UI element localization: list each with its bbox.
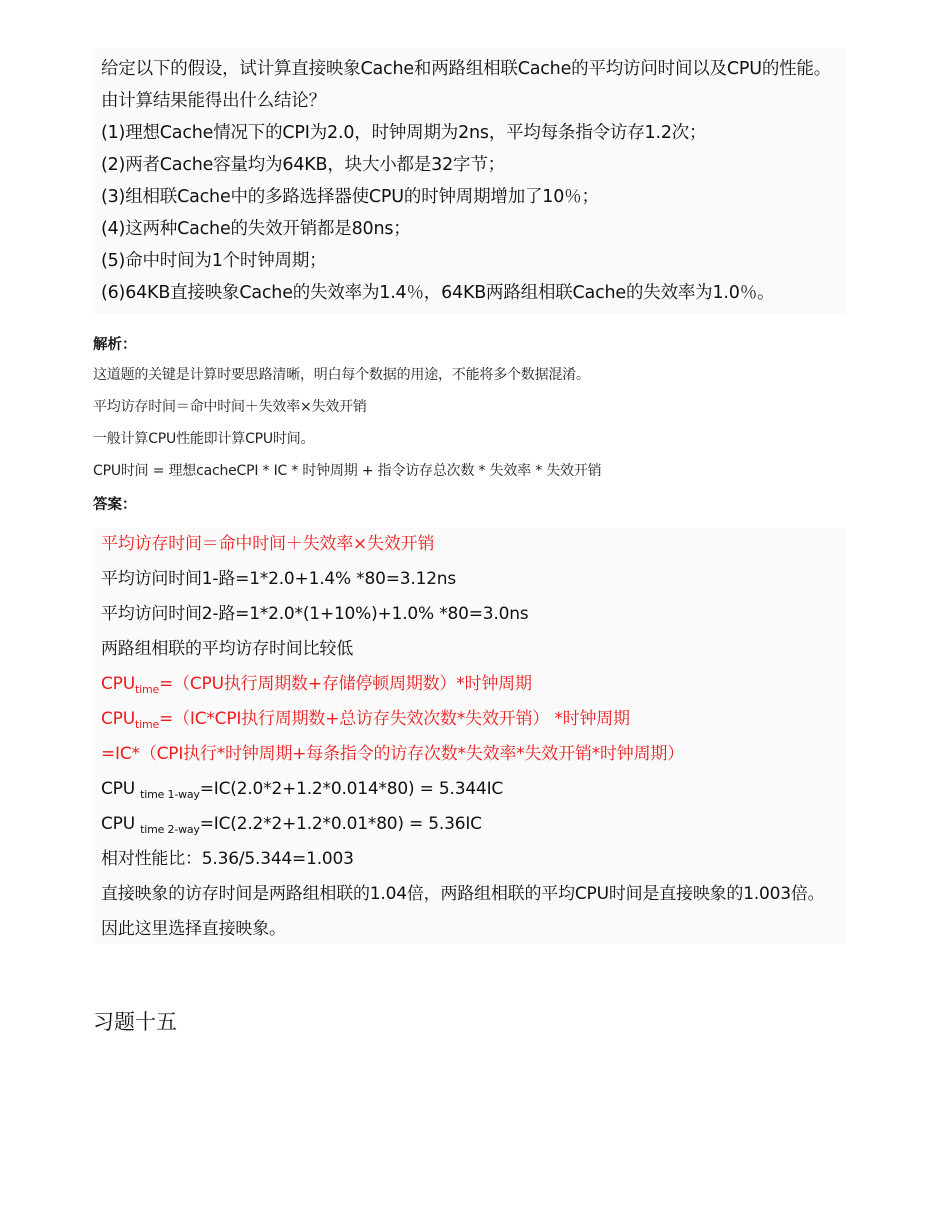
- time-1way-subscript: time 1-way: [140, 788, 200, 801]
- conclusion-line: 直接映象的访存时间是两路组相联的1.04倍，两路组相联的平均CPU时间是直接映象的1.003倍。: [101, 884, 825, 904]
- compare-text: 两路组相联的平均访存时间比较低: [101, 639, 353, 659]
- answer-heading: 答案：: [93, 497, 137, 513]
- conclusion-line: 因此这里选择直接映象。: [101, 919, 286, 939]
- cpu-label: CPU: [101, 779, 141, 799]
- time-2way-subscript: time 2-way: [140, 823, 200, 836]
- question-line: 由计算结果能得出什么结论？: [101, 91, 326, 111]
- cpu-time-formula-2: [101, 708, 630, 730]
- cpu-time-formula-3: =IC*（CPI执行*时钟周期+每条指令的访存次数*失效率*失效开销*时钟周期）: [101, 744, 685, 764]
- question-line: (6)64KB直接映象Cache的失效率为1.4％，64KB两路组相联Cache的失效率为1.0％。: [101, 283, 775, 303]
- question-line: (3)组相联Cache中的多路选择器使CPU的时钟周期增加了10％；: [101, 187, 599, 207]
- analysis-line: CPU时间 = 理想cacheCPI * IC * 时钟周期 + 指令访存总次数 * 失效率 * 失效开销: [93, 463, 602, 479]
- avg-time-1way: 平均访问时间1-路=1*2.0+1.4% *80=3.12ns: [101, 569, 457, 589]
- question-box: [93, 48, 845, 314]
- performance-ratio: 相对性能比：5.36/5.344=1.003: [101, 849, 354, 869]
- analysis-line: 一般计算CPU性能即计算CPU时间。: [93, 431, 315, 447]
- formula-text: =IC(2.0*2+1.2*0.014*80) = 5.344IC: [199, 779, 504, 799]
- cpu-label: CPU: [101, 709, 135, 729]
- analysis-line: 平均访存时间＝命中时间＋失效率×失效开销: [93, 399, 367, 415]
- time-subscript: time: [134, 683, 160, 696]
- formula-text: =（IC*CPI执行周期数+总访存失效次数*失效开销） *时钟周期: [159, 709, 630, 729]
- avg-access-formula: 平均访存时间＝命中时间＋失效率×失效开销: [101, 534, 435, 554]
- cpu-time-1way: [101, 778, 503, 800]
- cpu-label: CPU: [101, 674, 135, 694]
- answer-box: [93, 528, 845, 944]
- analysis-heading: 解析：: [93, 337, 137, 353]
- formula-text: =（CPU执行周期数+存储停顿周期数）*时钟周期: [159, 674, 532, 694]
- avg-time-2way: 平均访问时间2-路=1*2.0*(1+10%)+1.0% *80=3.0ns: [101, 604, 529, 624]
- next-section-title: 习题十五: [93, 1010, 177, 1034]
- question-line: 给定以下的假设，试计算直接映象Cache和两路组相联Cache的平均访问时间以及CPU的性能。: [101, 59, 832, 79]
- time-subscript: time: [134, 718, 160, 731]
- question-line: (4)这两种Cache的失效开销都是80ns；: [101, 219, 411, 239]
- analysis-line: 这道题的关键是计算时要思路清晰，明白每个数据的用途，不能将多个数据混淆。: [93, 367, 590, 383]
- formula-text: =IC(2.2*2+1.2*0.01*80) = 5.36IC: [199, 814, 482, 834]
- cpu-label: CPU: [101, 814, 141, 834]
- question-line: (1)理想Cache情况下的CPI为2.0，时钟周期为2ns，平均每条指令访存1.2次；: [101, 123, 707, 143]
- question-line: (5)命中时间为1个时钟周期；: [101, 251, 327, 271]
- question-line: (2)两者Cache容量均为64KB，块大小都是32字节；: [101, 155, 505, 175]
- cpu-time-2way: [101, 813, 482, 835]
- cpu-time-formula-1: [101, 673, 532, 695]
